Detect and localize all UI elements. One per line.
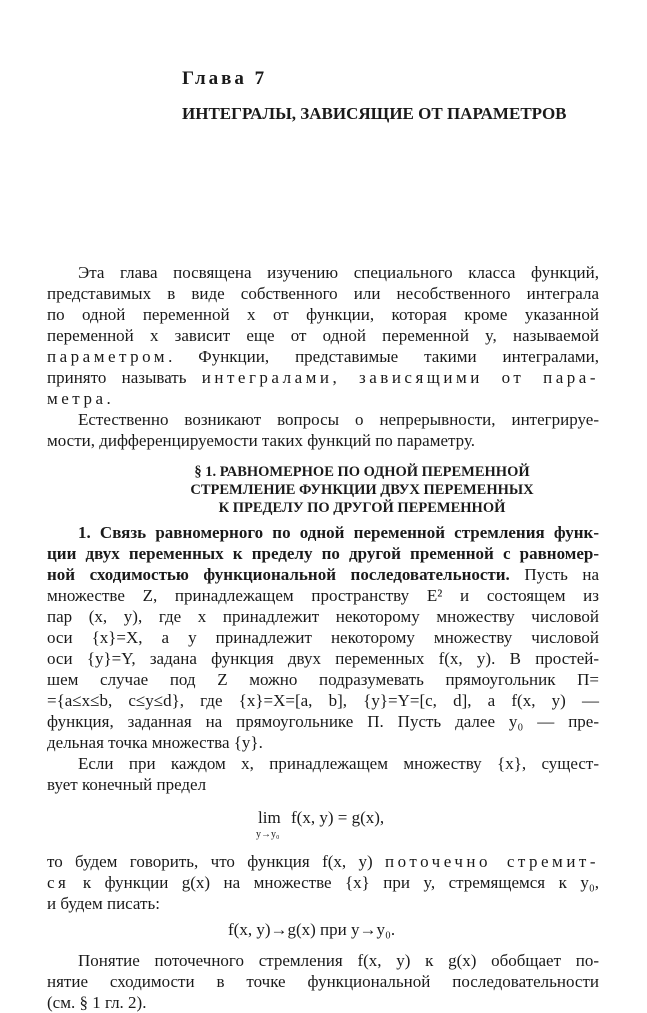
text-line: пар (x, y), где x принадлежит некоторому множеству числовой: [47, 607, 599, 626]
text-span: то будем говорить, что функция f(x, y): [47, 852, 386, 871]
text-span: .: [106, 389, 111, 408]
chapter-title: ИНТЕГРАЛЫ, ЗАВИСЯЩИЕ ОТ ПАРАМЕТРОВ: [182, 104, 567, 123]
text-line: [47, 388, 599, 409]
text-line: [47, 564, 599, 585]
formula-lim-subscript: y→y₀: [256, 829, 280, 840]
text-line: Естественно возникают вопросы о непрерывности, интегрируе-: [78, 410, 599, 429]
heading-line: § 1. РАВНОМЕРНОЕ ПО ОДНОЙ ПЕРЕМЕННОЙ: [194, 464, 530, 480]
text-line: Понятие поточечного стремления f(x, y) к g(x) обобщает по-: [78, 951, 599, 970]
text-line: переменной x зависит еще от одной переменной y, называемой: [47, 326, 599, 345]
chapter-number: Глава 7: [182, 68, 268, 89]
text-line: вует конечный предел: [47, 775, 207, 794]
text-span: принято называть: [47, 368, 202, 387]
text-line: ции двух переменных к пределу по другой пременной с равномер-: [47, 544, 599, 563]
spaced-term: поточечно стремит-: [385, 852, 600, 871]
text-line: 1. Связь равномерного по одной переменной стремления функ-: [78, 523, 599, 542]
text-line: оси {x}=X, а y принадлежит некоторому множеству числовой: [47, 628, 599, 647]
bold-term: ной сходимостью функциональной последовательности.: [47, 565, 510, 584]
text-line: оси {y}=Y, задана функция двух переменных f(x, y). В простей-: [47, 649, 599, 668]
text-line: представимых в виде собственного или несобственного интеграла: [47, 284, 599, 303]
spaced-term: ся: [47, 873, 70, 892]
formula-lim: lim: [258, 808, 281, 827]
text-line: Эта глава посвящена изучению специального класса функций,: [78, 263, 599, 282]
text-line: функция, заданная на прямоугольнике П. Пусть далее y₀ — пре-: [47, 712, 599, 731]
spaced-term: параметром: [47, 347, 169, 366]
text-line: и будем писать:: [47, 894, 160, 913]
spaced-term: интегралами, зависящими от пара-: [201, 368, 599, 387]
text-line: [47, 851, 599, 872]
convergence-formula: f(x, y)→g(x) при y→y₀.: [228, 920, 396, 939]
text-line: мости, дифференцируемости таких функций по параметру.: [47, 431, 475, 450]
formula-expression: f(x, y) = g(x),: [291, 808, 385, 827]
text-line: Если при каждом x, принадлежащем множеству {x}, сущест-: [78, 754, 599, 773]
text-line: дельная точка множества {y}.: [47, 733, 263, 752]
text-span: . Функции, представимые такими интегралами,: [168, 347, 599, 366]
text-span: к функции g(x) на множестве {x} при y, стремящемся к y₀,: [69, 873, 599, 892]
heading-line: СТРЕМЛЕНИЕ ФУНКЦИИ ДВУХ ПЕРЕМЕННЫХ: [190, 482, 534, 498]
spaced-term: метра: [47, 389, 107, 408]
text-line: [47, 872, 599, 893]
text-line: множестве Z, принадлежащем пространству E² и состоящем из: [47, 586, 599, 605]
heading-line: К ПРЕДЕЛУ ПО ДРУГОЙ ПЕРЕМЕННОЙ: [218, 500, 506, 516]
text-span: Пусть на: [509, 565, 599, 584]
text-line: ={a≤x≤b, c≤y≤d}, где {x}=X=[a, b], {y}=Y=[c, d], а f(x, y) —: [47, 691, 599, 710]
text-line: (см. § 1 гл. 2).: [47, 993, 147, 1012]
text-line: [47, 367, 599, 388]
text-line: по одной переменной x от функции, которая кроме указанной: [47, 305, 599, 324]
text-line: нятие сходимости в точке функциональной последовательности: [47, 972, 599, 991]
text-line: шем случае под Z можно подразумевать прямоугольник П=: [47, 670, 599, 689]
text-line: [47, 346, 599, 367]
